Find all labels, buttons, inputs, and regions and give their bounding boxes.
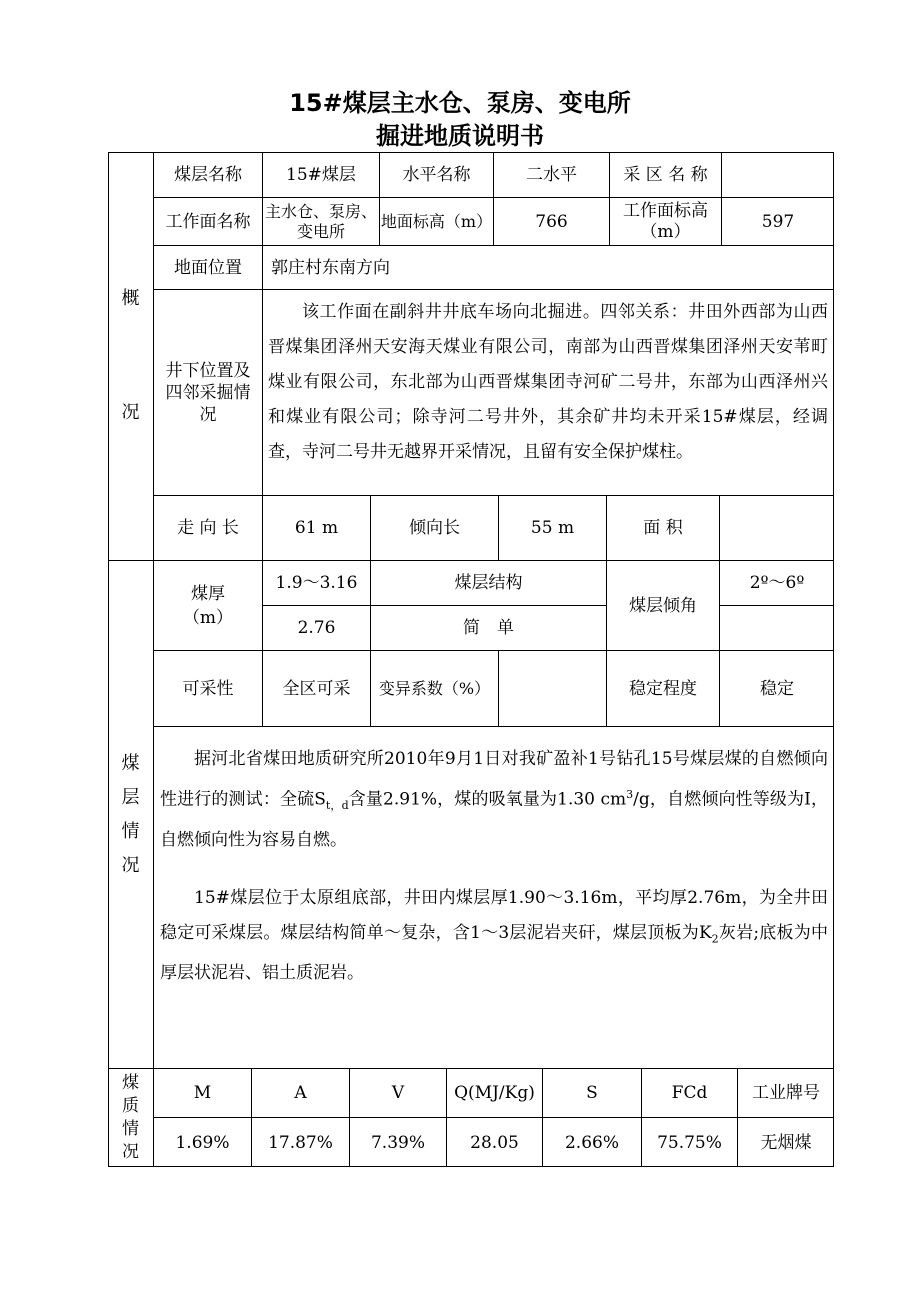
thickness-label: [153, 560, 262, 650]
underground-label: [153, 289, 262, 495]
overview-section-label: [108, 152, 153, 560]
seam-label-char-1: 煤: [121, 752, 140, 774]
minability-label: 可采性: [153, 650, 262, 726]
face-elevation-label-line1: 工作面标高: [623, 200, 708, 221]
quality-section-label: [108, 1068, 153, 1167]
level-name-label: 水平名称: [379, 152, 493, 197]
quality-value-grade: 无烟煤: [737, 1117, 834, 1167]
underground-label-line3: 况: [199, 404, 217, 425]
document-title-line2: 掘进地质说明书: [376, 122, 544, 150]
ground-elevation-label: 地面标高（m）: [379, 197, 493, 245]
dip-length-value: 55 m: [498, 495, 606, 560]
seam-paragraph-2: [160, 881, 828, 991]
structure-label: 煤层结构: [370, 560, 606, 605]
minability-value: 全区可采: [262, 650, 370, 726]
seam-label-char-2: 层: [121, 786, 140, 808]
seam-label-char-3: 情: [121, 820, 140, 842]
strike-length-value: 61 m: [262, 495, 370, 560]
p2-subscript: 2: [711, 932, 719, 946]
underground-description: 该工作面在副斜井井底车场向北掘进。四邻关系：井田外西部为山西晋煤集团泽州天安海天煤业有限公司，南部为山西晋煤集团泽州天安苇町煤业有限公司，东北部为山西晋煤集团寺河矿二号井，东部为山西泽州兴和煤业有限公司；除寺河二号井外，其余矿井均未开采15#煤层，经调查，寺河二号井无越界开采情况，且留有安全保护煤柱。: [268, 302, 828, 462]
quality-value-fcd: 75.75%: [641, 1117, 737, 1167]
thickness-average: 2.76: [262, 605, 370, 650]
variation-value: [498, 650, 606, 726]
face-name-value: [262, 197, 379, 245]
quality-header-m: M: [153, 1068, 251, 1117]
p1-part-a: 据河北省煤田地质研究所2010年9月1日对我矿盈补1号钻孔15号煤层煤的自燃倾向性进行的测试：全硫S: [160, 749, 828, 810]
mining-area-label: 采 区 名 称: [609, 152, 721, 197]
level-name-value: 二水平: [493, 152, 609, 197]
overview-label-char-1: 概: [121, 288, 140, 309]
mining-area-value: [721, 152, 834, 197]
p2-part-b: 灰岩;底板为中厚层状泥岩、铝土质泥岩。: [160, 923, 828, 984]
structure-value: 简 单: [370, 605, 606, 650]
quality-header-fcd: FCd: [641, 1068, 737, 1117]
quality-label-char-3: 情: [122, 1119, 139, 1139]
face-name-value-line1: 主水仓、泵房、: [264, 201, 377, 221]
ground-elevation-value: 766: [493, 197, 609, 245]
face-elevation-label-line2: （m）: [640, 221, 691, 242]
quality-header-grade: 工业牌号: [737, 1068, 834, 1117]
quality-header-s: S: [542, 1068, 641, 1117]
dip-angle-empty: [719, 605, 834, 650]
p1-part-c: /g，自燃倾向性等级为Ⅰ，自燃倾向性为容易自燃。: [160, 789, 828, 851]
underground-label-line2: 四邻采掘情: [165, 382, 251, 403]
quality-value-q: 28.05: [446, 1117, 542, 1167]
thickness-range: 1.9～3.16: [262, 560, 370, 605]
dip-angle-value: 2º～6º: [719, 560, 834, 605]
quality-header-a: A: [251, 1068, 349, 1117]
thickness-label-line1: 煤厚: [191, 583, 225, 604]
ground-position-value: 郭庄村东南方向: [262, 245, 834, 289]
coal-name-value: 15#煤层: [262, 152, 379, 197]
face-name-value-line2: 变电所: [296, 221, 345, 241]
face-elevation-value: 597: [721, 197, 834, 245]
seam-label-char-4: 况: [121, 854, 140, 876]
overview-label-char-2: 况: [121, 402, 140, 423]
stability-label: 稳定程度: [606, 650, 719, 726]
face-elevation-label: [609, 197, 721, 245]
quality-header-q: Q(MJ/Kg): [446, 1068, 542, 1117]
p2-part-a: 15#煤层位于太原组底部，井田内煤层厚1.90～3.16m，平均厚2.76m，为全井田稳定可采煤层。煤层结构简单～复杂，含1～3层泥岩夹矸，煤层顶板为K: [160, 888, 828, 943]
quality-header-v: V: [349, 1068, 446, 1117]
ground-position-label: 地面位置: [153, 245, 262, 289]
quality-value-v: 7.39%: [349, 1117, 446, 1167]
stability-value: 稳定: [719, 650, 834, 726]
document-title-line1: 15#煤层主水仓、泵房、变电所: [289, 89, 631, 117]
dip-angle-label: 煤层倾角: [606, 560, 719, 650]
dip-length-label: 倾向长: [370, 495, 498, 560]
quality-value-a: 17.87%: [251, 1117, 349, 1167]
variation-label: 变异系数（%）: [370, 650, 498, 726]
strike-length-label: 走 向 长: [153, 495, 262, 560]
quality-label-char-4: 况: [122, 1142, 139, 1162]
p1-superscript: 3: [626, 788, 634, 801]
quality-label-char-1: 煤: [122, 1073, 139, 1093]
quality-label-char-2: 质: [122, 1096, 139, 1116]
quality-value-s: 2.66%: [542, 1117, 641, 1167]
seam-section-label: [108, 560, 153, 1068]
area-value: [719, 495, 834, 560]
p1-part-b: 含量2.91%，煤的吸氧量为1.30 cm: [348, 789, 627, 810]
area-label: 面 积: [606, 495, 719, 560]
geology-table: [108, 152, 834, 1167]
coal-name-label: 煤层名称: [153, 152, 262, 197]
face-name-label: 工作面名称: [153, 197, 262, 245]
p1-subscript: t，d: [325, 799, 349, 813]
thickness-label-line2: （m）: [182, 607, 234, 628]
quality-value-m: 1.69%: [153, 1117, 251, 1167]
underground-label-line1: 井下位置及: [165, 360, 251, 381]
seam-paragraph-1: [160, 742, 828, 858]
